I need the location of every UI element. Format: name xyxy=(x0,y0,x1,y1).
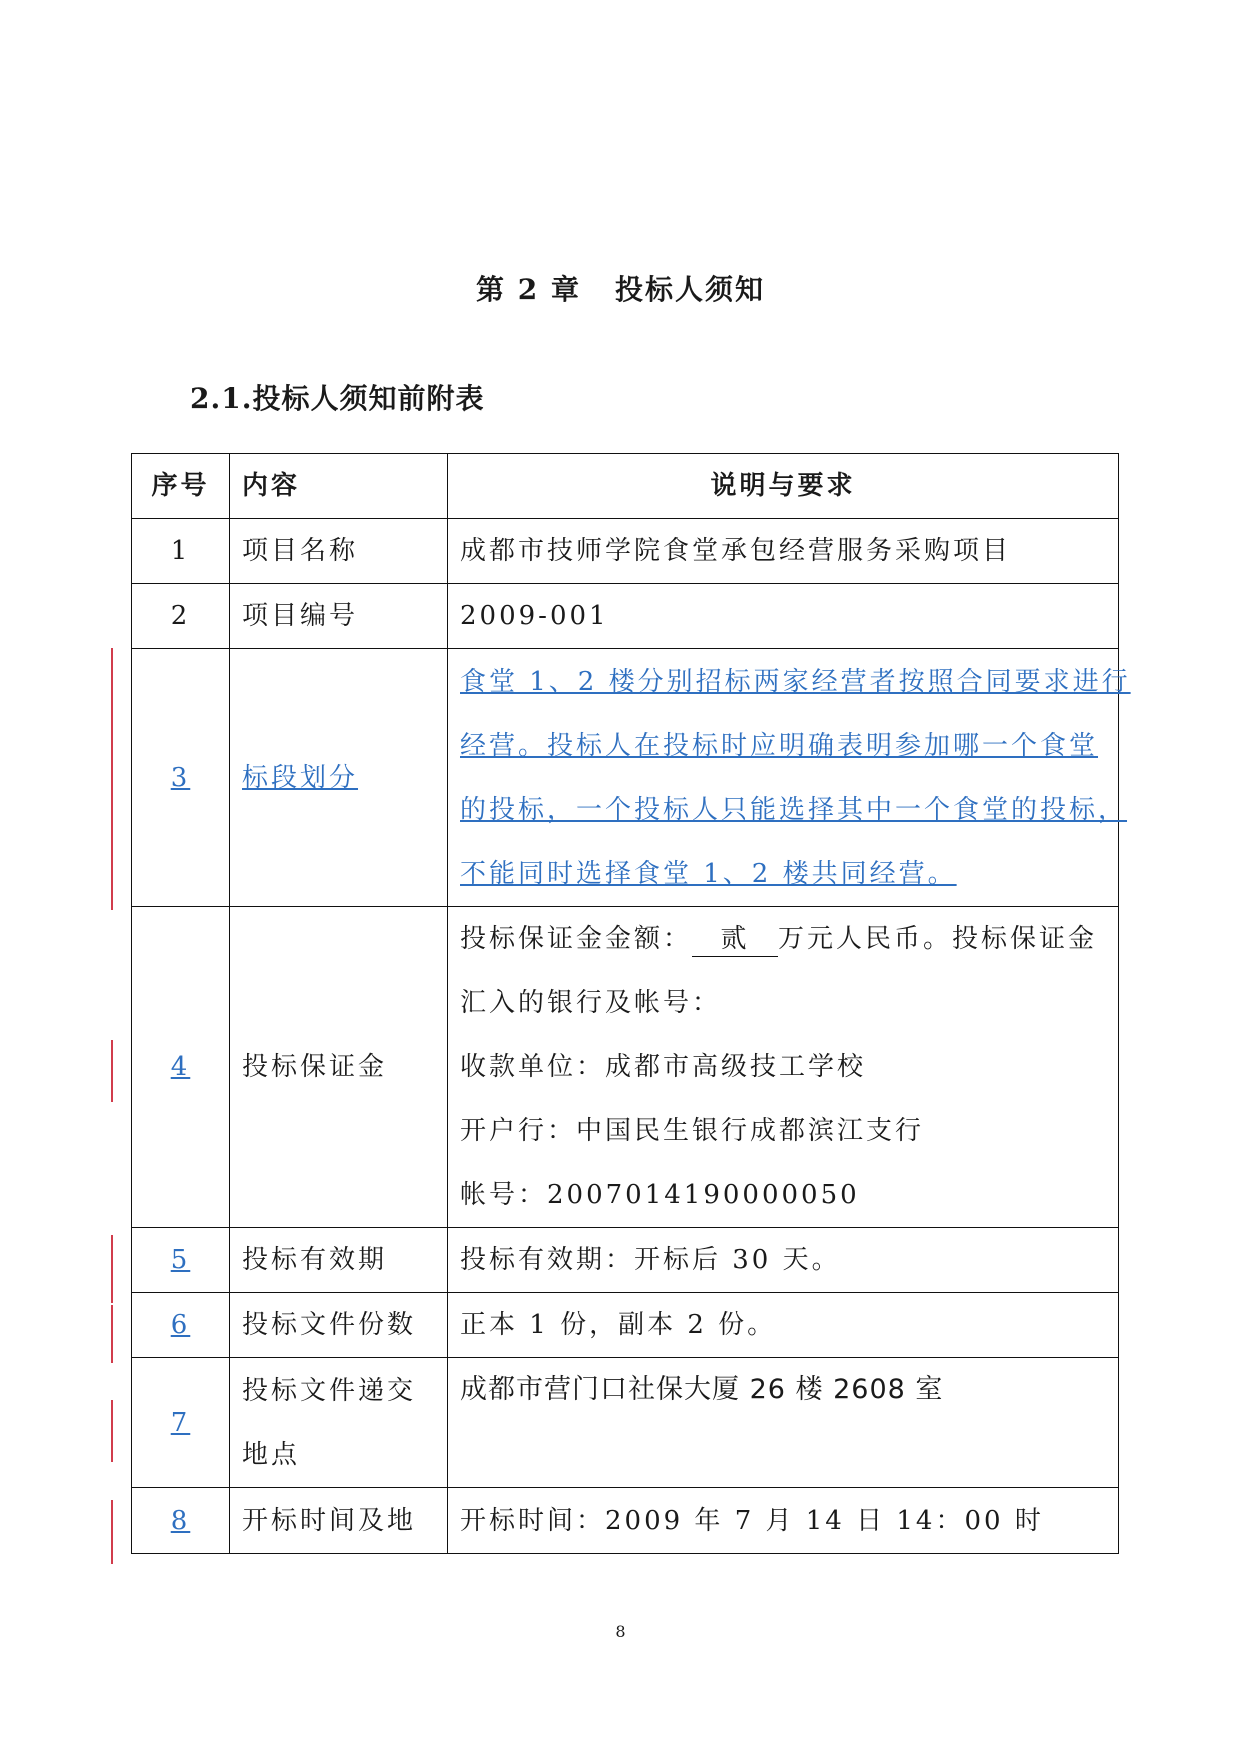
description-line[interactable]: 的投标，一个投标人只能选择其中一个食堂的投标， xyxy=(460,794,1128,825)
description-line[interactable]: 经营。投标人在投标时应明确表明参加哪一个食堂 xyxy=(460,730,1099,761)
description-line: 成都市营门口社保大厦 26 楼 2608 室 xyxy=(460,1374,944,1405)
table-header-row xyxy=(132,454,1119,519)
row-number-text[interactable]: 7 xyxy=(170,1407,191,1438)
revision-mark xyxy=(111,1305,113,1363)
row-description: 2009-001 xyxy=(448,584,1119,649)
table-row xyxy=(132,1228,1119,1293)
row-description: 开标时间：2009 年 7 月 14 日 14：00 时 xyxy=(448,1488,1119,1554)
description-line: 汇入的银行及帐号： xyxy=(460,988,722,1018)
chapter-number: 第 2 章 xyxy=(476,273,581,306)
content-line: 地点 xyxy=(242,1439,301,1470)
description-line[interactable]: 不能同时选择食堂 1、2 楼共同经营。 xyxy=(460,858,957,889)
deposit-amount-prefix: 投标保证金金额： xyxy=(460,924,693,954)
row-description xyxy=(448,1358,1119,1488)
content-line: 投标文件递交 xyxy=(242,1375,417,1406)
row-number-text[interactable]: 5 xyxy=(170,1245,191,1275)
table-row xyxy=(132,519,1119,584)
deposit-amount-value: 贰 xyxy=(692,922,778,957)
chapter-name: 投标人须知 xyxy=(614,273,765,306)
table-row xyxy=(132,1488,1119,1554)
header-content: 内容 xyxy=(230,454,448,519)
revision-mark xyxy=(111,648,113,910)
table-row xyxy=(132,1358,1119,1488)
table-row xyxy=(132,907,1119,1228)
deposit-amount-suffix: 万元人民币。投标保证金 xyxy=(778,924,1098,954)
row-number: 1 xyxy=(132,519,230,584)
description-line: 开户行：中国民生银行成都滨江支行 xyxy=(460,1116,925,1146)
row-content: 投标保证金 xyxy=(230,907,448,1228)
row-content: 项目名称 xyxy=(230,519,448,584)
table-row xyxy=(132,649,1119,907)
row-description: 投标有效期：开标后 30 天。 xyxy=(448,1228,1119,1293)
row-number-link[interactable] xyxy=(132,1293,230,1358)
page-number: 8 xyxy=(615,1622,626,1641)
row-number-text[interactable]: 6 xyxy=(170,1310,191,1340)
row-number-link[interactable] xyxy=(132,1488,230,1554)
row-content-text[interactable]: 标段划分 xyxy=(242,762,359,793)
row-number-text[interactable]: 8 xyxy=(170,1505,191,1536)
revision-mark xyxy=(111,1235,113,1303)
chapter-title xyxy=(0,268,1241,308)
table-row xyxy=(132,1293,1119,1358)
description-line[interactable]: 食堂 1、2 楼分别招标两家经营者按照合同要求进行 xyxy=(460,666,1131,697)
row-content: 开标时间及地 xyxy=(230,1488,448,1554)
revision-mark xyxy=(111,1400,113,1462)
front-attachment-table xyxy=(131,453,1131,1554)
row-content-link[interactable] xyxy=(230,649,448,907)
description-line: 帐号：2007014190000050 xyxy=(460,1180,860,1210)
row-content: 投标文件份数 xyxy=(230,1293,448,1358)
section-title: 2.1.投标人须知前附表 xyxy=(190,382,485,415)
row-description: 成都市技师学院食堂承包经营服务采购项目 xyxy=(448,519,1119,584)
row-number-text[interactable]: 4 xyxy=(170,1052,191,1082)
header-no: 序号 xyxy=(132,454,230,519)
deposit-amount-line xyxy=(460,907,1106,971)
revision-mark xyxy=(111,1040,113,1102)
row-number-text[interactable]: 3 xyxy=(170,762,191,793)
row-number-link[interactable] xyxy=(132,1358,230,1488)
row-content xyxy=(230,1358,448,1488)
row-content: 项目编号 xyxy=(230,584,448,649)
table-row xyxy=(132,584,1119,649)
row-description xyxy=(448,649,1131,907)
row-number-link[interactable] xyxy=(132,907,230,1228)
description-line: 收款单位：成都市高级技工学校 xyxy=(460,1052,867,1082)
row-number: 2 xyxy=(132,584,230,649)
row-description: 正本 1 份，副本 2 份。 xyxy=(448,1293,1119,1358)
revision-mark xyxy=(111,1500,113,1564)
header-description: 说明与要求 xyxy=(448,454,1119,519)
row-number-link[interactable] xyxy=(132,649,230,907)
row-description xyxy=(448,907,1119,1228)
row-number-link[interactable] xyxy=(132,1228,230,1293)
row-content: 投标有效期 xyxy=(230,1228,448,1293)
